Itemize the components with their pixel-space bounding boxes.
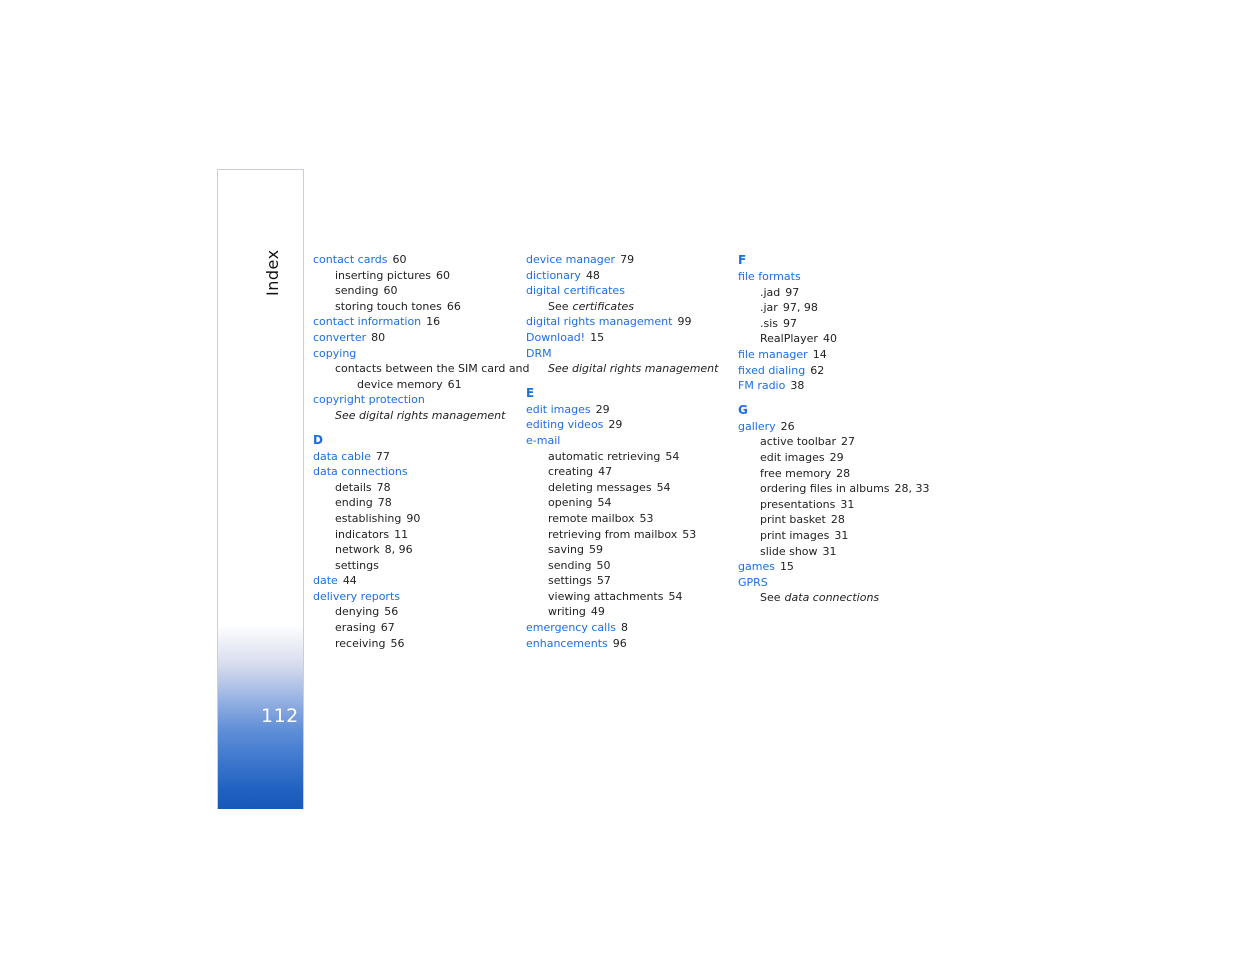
page-reference: 67 [380,621,395,635]
index-subentry [313,527,518,543]
index-term-link[interactable]: converter [313,330,367,344]
index-term-link[interactable]: contact cards [313,253,388,266]
index-entry [313,464,518,480]
page-reference: 8 [621,621,628,635]
index-term-link[interactable]: device manager [526,253,616,266]
index-subentry [313,361,530,377]
index-term-link[interactable]: copying [313,346,357,360]
subentry-text: viewing attachments [548,589,664,603]
page-reference: 54 [668,589,683,603]
index-subentry [738,285,943,301]
page-reference: 54 [656,480,671,494]
index-term-link[interactable]: dictionary [526,268,581,282]
index-entry [526,620,731,636]
index-term-link[interactable]: file manager [738,347,808,361]
page-reference: 31 [822,544,837,558]
index-term-link[interactable]: gallery [738,419,776,433]
index-term-link[interactable]: games [738,560,775,574]
see-reference [738,590,943,606]
subentry-text: ending [335,496,373,510]
index-term-link[interactable]: fixed dialing [738,363,806,377]
index-term-link[interactable]: edit images [526,402,591,416]
index-subentry [738,544,943,560]
page-reference: 97 [783,316,798,330]
index-column-1 [313,252,530,651]
index-entry [738,347,943,363]
index-subentry [313,636,518,652]
page-reference: 29 [829,450,844,464]
index-subentry [313,542,518,558]
page-reference: 8, 96 [384,543,413,557]
page-reference: 80 [371,330,386,344]
index-subentry [738,434,943,450]
index-entry [526,636,731,652]
index-entry [313,392,518,408]
index-subentry [738,528,943,544]
see-reference [526,361,731,377]
index-subentry [313,299,518,315]
page-reference: 96 [612,636,627,650]
index-subentry [526,449,731,465]
index-entry [526,417,731,433]
index-subentry [738,316,943,332]
index-letter-heading: E [526,385,535,400]
page-reference: 48 [585,268,600,282]
see-prefix: See [760,591,781,605]
subentry-text: erasing [335,621,376,635]
page-reference: 15 [590,330,605,344]
index-subentry [313,377,518,393]
page-reference: 50 [596,558,611,572]
subentry-text: print basket [760,513,826,527]
page-reference: 99 [677,315,692,329]
page-reference: 60 [383,284,398,298]
index-term-link[interactable]: digital certificates [526,284,625,298]
page-reference: 27 [841,435,856,449]
index-term-link[interactable]: data connections [313,465,408,479]
index-entry [526,433,731,449]
see-target: See digital rights management [335,408,506,422]
index-subentry [313,620,518,636]
see-target: See digital rights management [548,362,719,376]
subentry-text: settings [335,558,379,572]
subentry-text: remote mailbox [548,511,635,525]
page-reference: 77 [375,449,390,463]
page-reference: 28 [830,513,845,527]
subentry-text: inserting pictures [335,268,432,282]
subentry-text: automatic retrieving [548,449,661,463]
page-reference: 31 [834,528,849,542]
page-reference: 26 [780,419,795,433]
index-entry [738,559,943,575]
index-term-link[interactable]: Download! [526,330,586,344]
page-reference: 28 [836,466,851,480]
index-term-link[interactable]: enhancements [526,636,608,650]
see-reference [526,299,731,315]
see-target: data connections [784,591,880,605]
page-reference: 78 [376,480,391,494]
page-reference: 54 [597,496,612,510]
index-entry [738,363,943,379]
index-subentry [526,604,731,620]
page-reference: 49 [590,605,605,619]
subentry-text: sending [335,284,379,298]
index-subentry [526,558,731,574]
subentry-text: receiving [335,636,386,650]
index-entry [738,575,943,591]
subentry-text: network [335,543,380,557]
subentry-text: .jar [760,301,778,315]
index-entry [526,283,731,299]
index-subentry [738,481,943,497]
index-subentry [313,604,518,620]
page-reference: 47 [598,465,613,479]
subentry-text: indicators [335,527,390,541]
index-term-link[interactable]: e-mail [526,433,561,447]
subentry-text: presentations [760,497,836,511]
index-entry [313,330,518,346]
page-reference: 57 [596,574,611,588]
subentry-text: .jad [760,285,781,299]
index-subentry [526,495,731,511]
page-reference: 11 [394,527,409,541]
subentry-text: creating [548,465,594,479]
index-subentry [313,558,518,574]
index-term-link[interactable]: digital rights management [526,315,673,329]
subentry-text: active toolbar [760,435,837,449]
index-entry [313,252,518,268]
page-reference: 56 [390,636,405,650]
index-subentry [738,450,943,466]
index-term-link[interactable]: GPRS [738,575,768,589]
index-term-link[interactable]: contact information [313,315,422,329]
index-entry [526,330,731,346]
index-subentry [313,283,518,299]
index-letter-heading: G [738,402,748,417]
page-reference: 62 [810,363,825,377]
subentry-text: deleting messages [548,480,652,494]
see-reference [313,408,518,424]
page-reference: 78 [377,496,392,510]
page-reference: 15 [779,560,794,574]
index-subentry [526,573,731,589]
index-entry [526,402,731,418]
page-reference: 28, 33 [894,482,930,496]
page-reference: 66 [446,299,461,313]
index-entry [526,268,731,284]
index-entry [738,269,943,285]
subentry-text: free memory [760,466,832,480]
page-reference: 97, 98 [782,301,818,315]
subentry-text: RealPlayer [760,332,818,346]
section-title: Index [263,249,282,296]
subentry-text: edit images [760,450,825,464]
subentry-text: writing [548,605,586,619]
index-term-link[interactable]: data cable [313,449,371,463]
index-column-2 [526,252,731,651]
page-reference: 44 [342,574,357,588]
page-reference: 38 [790,379,805,393]
index-term-link[interactable]: DRM [526,346,552,360]
page-reference: 14 [812,347,827,361]
index-entry [526,314,731,330]
index-subentry [738,466,943,482]
subentry-text: sending [548,558,592,572]
index-term-link[interactable]: file formats [738,270,801,283]
page-reference: 90 [406,511,421,525]
subentry-text: ordering files in albums [760,482,890,496]
subentry-text: device memory [357,377,443,391]
page-reference: 97 [785,285,800,299]
index-subentry [526,464,731,480]
see-target: certificates [572,299,634,313]
index-subentry [738,331,943,347]
subentry-text: saving [548,543,584,557]
page-reference: 29 [595,402,610,416]
index-entry [313,449,518,465]
subentry-text: storing touch tones [335,299,442,313]
index-subentry [738,497,943,513]
page-reference: 40 [822,332,837,346]
index-entry [313,314,518,330]
page-reference: 31 [840,497,855,511]
subentry-text: settings [548,574,592,588]
index-term-link[interactable]: date [313,574,338,588]
index-subentry [313,480,518,496]
page-reference: 60 [436,268,451,282]
index-entry [738,378,943,394]
index-subentry [313,511,518,527]
subentry-text: print images [760,528,830,542]
see-prefix: See [548,299,569,313]
subentry-text: denying [335,605,380,619]
page-reference: 61 [447,377,462,391]
index-letter-heading: D [313,432,323,447]
page-reference: 60 [392,253,407,266]
index-subentry [526,527,731,543]
page-reference: 79 [620,253,635,266]
index-subentry [526,589,731,605]
index-entry [526,346,731,362]
page-reference: 29 [608,418,623,432]
index-term-link[interactable]: copyright protection [313,393,425,407]
index-subentry [738,512,943,528]
index-entry [313,346,518,362]
index-column-3 [738,252,943,606]
subentry-text: details [335,480,372,494]
page-reference: 59 [589,543,603,557]
index-entry [738,419,943,435]
page-reference: 53 [682,527,697,541]
page-reference: 16 [426,315,441,329]
subentry-text: opening [548,496,593,510]
index-term-link[interactable]: delivery reports [313,589,400,603]
index-term-link[interactable]: editing videos [526,418,604,432]
index-term-link[interactable]: emergency calls [526,621,616,635]
page-number: 112 [261,705,299,727]
subentry-text: contacts between the SIM card and [335,362,530,376]
index-subentry [313,268,518,284]
index-entry [526,252,731,268]
page-reference: 53 [639,511,654,525]
index-subentry [526,511,731,527]
subentry-text: retrieving from mailbox [548,527,678,541]
index-subentry [313,495,518,511]
page-reference: 56 [384,605,399,619]
subentry-text: .sis [760,316,779,330]
index-subentry [526,542,731,558]
index-entry [313,589,518,605]
index-letter-heading: F [738,253,747,267]
page-reference: 54 [665,449,680,463]
index-entry [313,573,518,589]
subentry-text: slide show [760,544,818,558]
index-subentry [526,480,731,496]
subentry-text: establishing [335,511,402,525]
index-subentry [738,300,943,316]
index-term-link[interactable]: FM radio [738,379,786,393]
